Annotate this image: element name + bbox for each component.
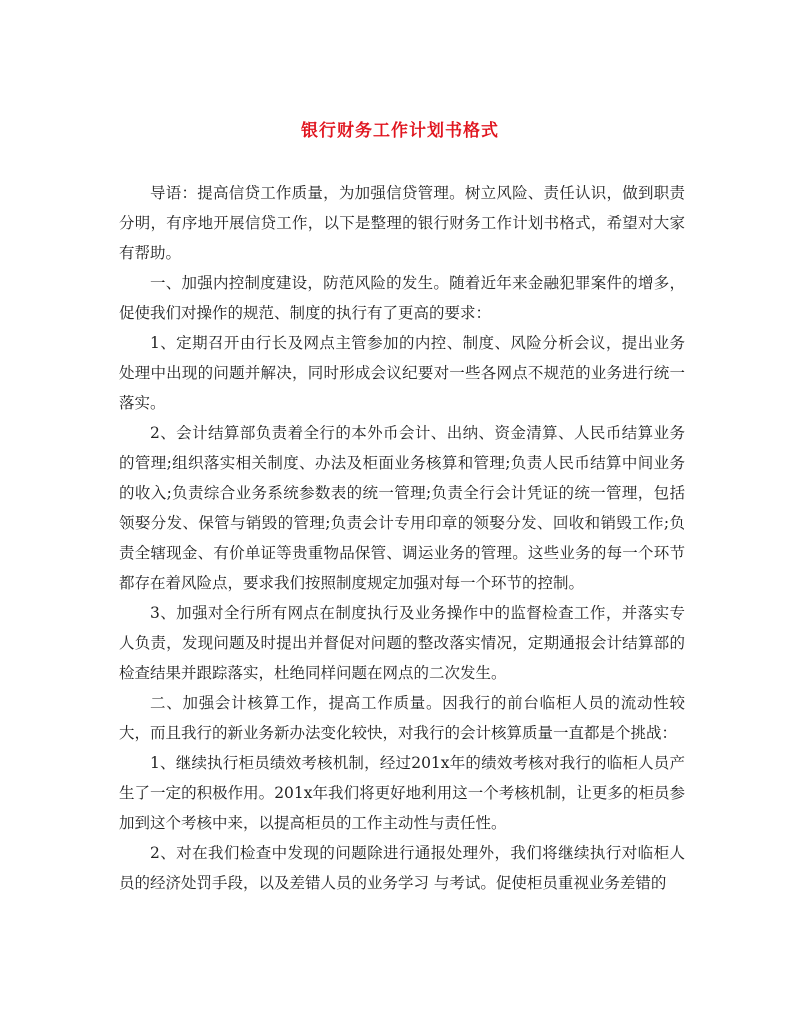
paragraph-item-1-3: 3、加强对全行所有网点在制度执行及业务操作中的监督检查工作，并落实专人负责，发现问题及时提出并督促对问题的整改落实情况，定期通报会计结算部的检查结果并跟踪落实，杜绝同样问题在网点的二次发生。 bbox=[119, 604, 685, 682]
paragraph-item-2-1: 1、继续执行柜员绩效考核机制，经过201x年的绩效考核对我行的临柜人员产生了一定的积极作用。201x年我们将更好地利用这一个考核机制，让更多的柜员参加到这个考核中来，以提高柜员的工作主动性与责任性。 bbox=[119, 754, 685, 832]
paragraph-intro: 导语：提高信贷工作质量，为加强信贷管理。树立风险、责任认识，做到职责分明，有序地开展信贷工作，以下是整理的银行财务工作计划书格式，希望对大家有帮助。 bbox=[119, 184, 685, 262]
paragraph-item-1-1: 1、定期召开由行长及网点主管参加的内控、制度、风险分析会议，提出业务处理中出现的问题并解决，同时形成会议纪要对一些各网点不规范的业务进行统一落实。 bbox=[119, 334, 685, 412]
paragraph-item-1-2: 2、会计结算部负责着全行的本外币会计、出纳、资金清算、人民币结算业务的管理;组织落实相关制度、办法及柜面业务核算和管理;负责人民币结算中间业务的收入;负责综合业务系统参数表的统一管理;负责全行会计凭证的统一管理，包括领娶分发、保管与销毁的管理;负责会计专用印章的领娶分发、回收和销毁工作;负责全辖现金、有价单证等贵重物品保管、调运业务的管理。这些业务的每一个环节都存在着风险点，要求我们按照制度规定加强对每一个环节的控制。 bbox=[119, 424, 685, 592]
document-body bbox=[119, 178, 685, 898]
paragraph-section-1: 一、加强内控制度建设，防范风险的发生。随着近年来金融犯罪案件的增多，促使我们对操作的规范、制度的执行有了更高的要求： bbox=[119, 274, 685, 322]
paragraph-item-2-2: 2、对在我们检查中发现的问题除进行通报处理外，我们将继续执行对临柜人员的经济处罚手段，以及差错人员的业务学习 与考试。促使柜员重视业务差错的 bbox=[119, 844, 685, 892]
paragraph-section-2: 二、加强会计核算工作，提高工作质量。因我行的前台临柜人员的流动性较大，而且我行的新业务新办法变化较快，对我行的会计核算质量一直都是个挑战： bbox=[119, 694, 685, 742]
document-title: 银行财务工作计划书格式 bbox=[301, 121, 499, 141]
